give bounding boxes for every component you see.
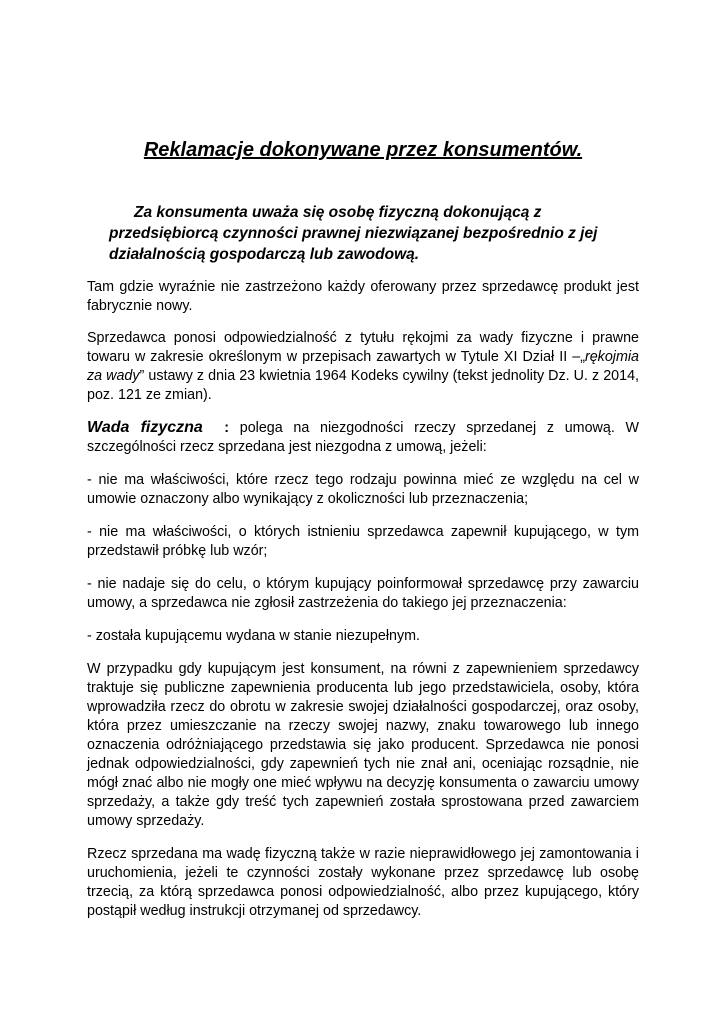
physical-defect-paragraph — [87, 418, 639, 457]
defect-item: - została kupującemu wydana w stanie niezupełnym. — [87, 628, 420, 644]
consumer-definition: Za konsumenta uważa się osobę fizyczną dokonującą z przedsiębiorcą czynności prawnej niezwiązanej bezpośrednio z jej działalnością gospodarczą lub zawodową. — [109, 204, 598, 263]
document-title: Reklamacje dokonywane przez konsumentów. — [143, 139, 583, 161]
installation-paragraph: Rzecz sprzedana ma wadę fizyczną także w razie nieprawidłowego jej zamontowania i uruchomienia, jeżeli te czynności zostały wykonane przez sprzedawcę lub osobę trzecią, za którą sprzedawca ponosi odpowiedzialność, albo przez kupującego, który postąpił według instrukcji otrzymanej od sprzedawcy. — [87, 846, 639, 919]
liability-paragraph — [87, 329, 639, 405]
liability-text-after: ” ustawy z dnia 23 kwietnia 1964 Kodeks cywilny (tekst jednolity Dz. U. z 2014, poz. 121 ze zmian). — [87, 368, 639, 403]
physical-defect-text: polega na niezgodności rzeczy sprzedanej z umową. W szczególności rzecz sprzedana jest niezgodna z umową, jeżeli: — [87, 420, 639, 455]
assurances-paragraph: W przypadku gdy kupującym jest konsument, na równi z zapewnieniem sprzedawcy traktuje się publiczne zapewnienia producenta lub jego przedstawiciela, osoby, która wprowadziła rzecz do obrotu w zakresie swojej działalności gospodarczej, oraz osoby, która przez umieszczanie na rzeczy swojej nazwy, znaku towarowego lub innego oznaczenia odróżniającego przedstawia się jako producent. Sprzedawca nie ponosi jednak odpowiedzialności, gdy zapewnień tych nie znał ani, oceniając rozsądnie, nie mógł znać albo nie mogły one mieć wpływu na decyzję konsumenta o zawarciu umowy sprzedaży, a także gdy treść tych zapewnień została sprostowana przed zawarciem umowy sprzedaży. — [87, 661, 639, 829]
physical-defect-colon: : — [224, 420, 230, 436]
defect-item: - nie nadaje się do celu, o którym kupujący poinformował sprzedawcę przy zawarciu umowy, a sprzedawca nie zgłosił zastrzeżenia do takiego jej przeznaczenia: — [87, 576, 639, 611]
defect-item: - nie ma właściwości, które rzecz tego rodzaju powinna mieć ze względu na cel w umowie oznaczony albo wynikający z okoliczności lub przeznaczenia; — [87, 472, 639, 507]
defect-item: - nie ma właściwości, o których istnieniu sprzedawca zapewnił kupującego, w tym przedstawił próbkę lub wzór; — [87, 524, 639, 559]
new-products-paragraph: Tam gdzie wyraźnie nie zastrzeżono każdy oferowany przez sprzedawcę produkt jest fabrycznie nowy. — [87, 279, 639, 314]
liability-italic-term: rękojmia za wady — [87, 349, 639, 384]
physical-defect-label: Wada fizyczna — [87, 419, 203, 436]
liability-text-before: Sprzedawca ponosi odpowiedzialność z tytułu rękojmi za wady fizyczne i prawne towaru w zakresie określonym w przepisach zawartych w Tytule XI Dział II –„ — [87, 330, 639, 365]
